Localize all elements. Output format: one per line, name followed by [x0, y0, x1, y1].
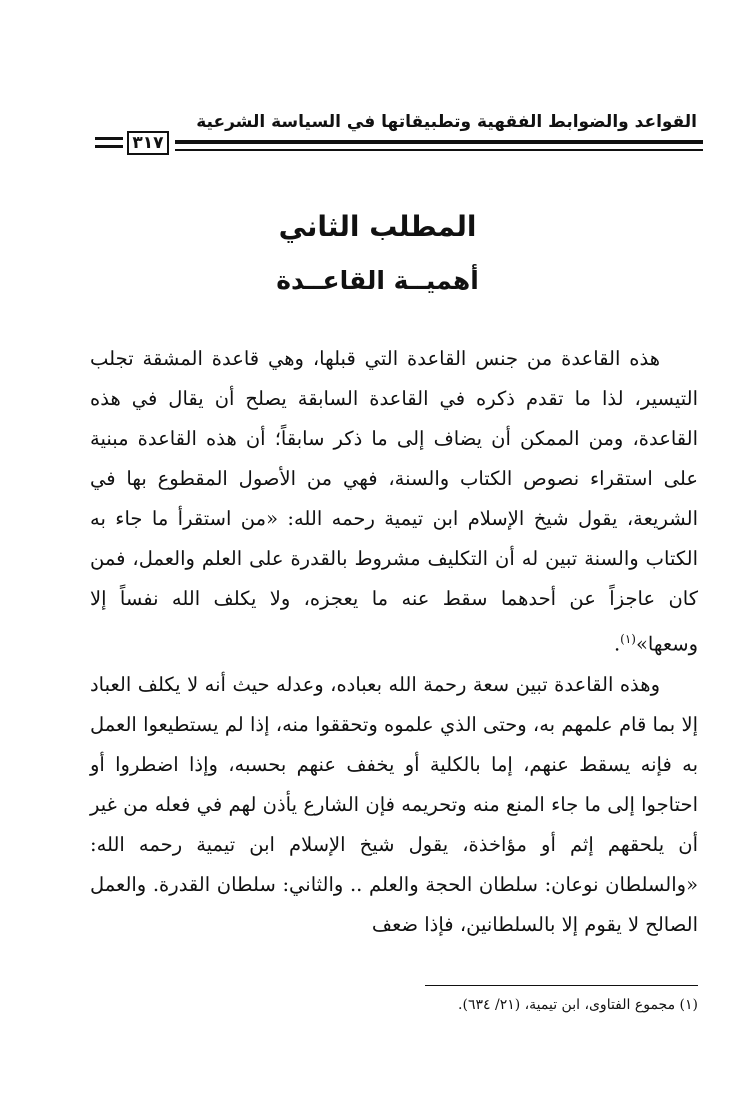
paragraph-1-text: هذه القاعدة من جنس القاعدة التي قبلها، وهي قاعدة المشقة تجلب التيسير، لذا ما تقدم ذكره في القاعدة السابقة يصلح أن يقال في هذه القاعدة، ومن الممكن أن يضاف إلى ما ذكر سابقاً؛ أن هذه القاعدة مبنية على استقراء نصوص الكتاب والسنة، فهي من الأصول المقطوع بها في الشريعة، يقول شيخ الإسلام ابن تيمية رحمه الله: «من استقرأ ما جاء به الكتاب والسنة تبين له أن التكليف مشروط بالقدرة على العلم والعمل، فمن كان عاجزاً عن أحدهما سقط عنه ما يعجزه، ولا يكلف الله نفساً إلا وسعها» [90, 347, 698, 656]
paragraph-1 [90, 339, 698, 665]
page-number-dash-bottom [95, 145, 123, 148]
footnote: (١) مجموع الفتاوى، ابن تيمية، (٢١/ ٦٣٤). [458, 997, 698, 1013]
section-subtitle: أهميــة القاعــدة [276, 266, 479, 295]
footnote-separator [425, 985, 698, 986]
footnote-marker: (١) [620, 632, 636, 646]
body-text [90, 339, 698, 945]
paragraph-1-end: . [613, 632, 621, 656]
paragraph-2: وهذه القاعدة تبين سعة رحمة الله بعباده، وعدله حيث أنه لا يكلف العباد إلا بما قام علمهم به، وحتى الذي علموه وتحققوا منه، إذا لم يستطيعوا العمل به فإنه يسقط عنهم، إما بالكلية أو يخفف عنهم بحسبه، وإذا اضطروا أو احتاجوا إلى ما جاء المنع منه وتحريمه فإن الشارع يأذن لهم في فعله من غير أن يلحقهم إثم أو مؤاخذة، يقول شيخ الإسلام ابن تيمية رحمه الله: «والسلطان نوعان: سلطان الحجة والعلم .. والثاني: سلطان القدرة. والعمل الصالح لا يقوم إلا بالسلطانين، فإذا ضعف [90, 672, 698, 936]
running-header-title: القواعد والضوابط الفقهية وتطبيقاتها في السياسة الشرعية [196, 112, 697, 132]
page-number: ٣١٧ [127, 131, 169, 155]
section-title: المطلب الثاني [278, 210, 477, 243]
header-rule-thin [175, 149, 703, 151]
page-number-dash-top [95, 137, 123, 140]
header-rule-thick [175, 140, 703, 144]
